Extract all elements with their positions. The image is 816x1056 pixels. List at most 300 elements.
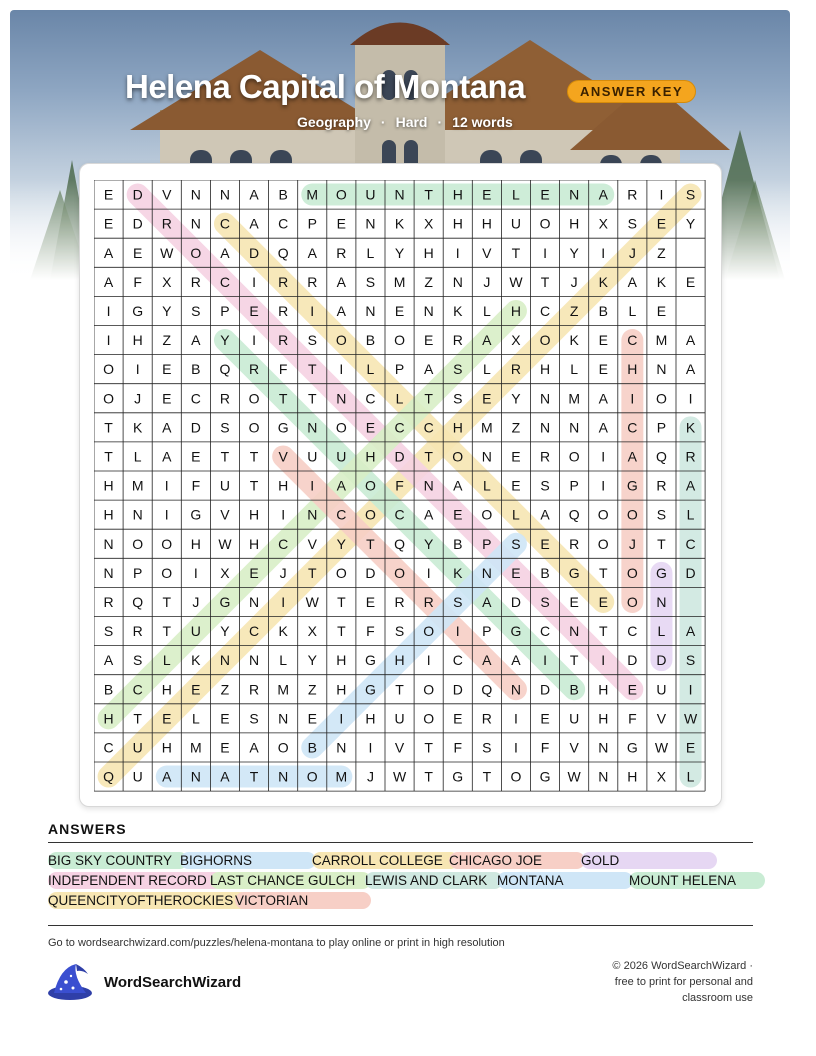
grid-cell-letter[interactable]: L — [512, 186, 520, 203]
grid-cell-letter[interactable]: O — [423, 681, 435, 698]
grid-cell-letter[interactable]: I — [688, 681, 693, 698]
grid-cell-letter[interactable]: A — [627, 448, 638, 465]
grid-cell-letter[interactable]: H — [394, 652, 405, 669]
grid-cell-letter[interactable]: Y — [220, 623, 230, 640]
grid-cell-letter[interactable]: O — [365, 477, 376, 494]
grid-cell-letter[interactable]: Z — [220, 681, 230, 698]
grid-cell-letter[interactable]: N — [656, 593, 667, 610]
grid-cell-letter[interactable]: F — [366, 623, 375, 640]
grid-cell-letter[interactable]: G — [219, 593, 231, 610]
grid-cell-letter[interactable]: H — [423, 244, 434, 261]
grid-cell-letter[interactable]: T — [278, 390, 288, 407]
grid-cell-letter[interactable]: R — [161, 215, 172, 232]
grid-cell-letter[interactable]: E — [453, 506, 463, 523]
grid-cell-letter[interactable]: O — [597, 506, 609, 523]
grid-cell-letter[interactable]: S — [453, 593, 463, 610]
grid-cell-letter[interactable]: N — [423, 477, 434, 494]
grid-cell-letter[interactable]: A — [453, 477, 463, 494]
grid-cell-letter[interactable]: T — [337, 593, 346, 610]
grid-cell-letter[interactable]: A — [482, 332, 492, 349]
grid-cell-letter[interactable]: A — [685, 361, 696, 378]
grid-cell-letter[interactable]: N — [598, 739, 609, 756]
grid-cell-letter[interactable]: O — [626, 564, 638, 581]
grid-cell-letter[interactable]: E — [598, 593, 608, 610]
grid-cell-letter[interactable]: H — [598, 681, 609, 698]
grid-cell-letter[interactable]: I — [339, 710, 344, 727]
grid-cell-letter[interactable]: K — [132, 419, 143, 436]
grid-cell-letter[interactable]: L — [279, 652, 288, 669]
grid-cell-letter[interactable]: R — [656, 477, 667, 494]
grid-cell-letter[interactable]: Y — [423, 535, 434, 552]
grid-cell-letter[interactable]: H — [336, 652, 347, 669]
grid-cell-letter[interactable]: K — [453, 302, 463, 319]
grid-cell-letter[interactable]: R — [248, 361, 260, 378]
grid-cell-letter[interactable]: K — [191, 652, 201, 669]
grid-cell-letter[interactable]: P — [132, 564, 143, 581]
grid-cell-letter[interactable]: A — [336, 477, 347, 494]
grid-cell-letter[interactable]: C — [394, 506, 405, 523]
grid-cell-letter[interactable]: I — [455, 244, 460, 261]
grid-cell-letter[interactable]: C — [627, 419, 638, 436]
grid-cell-letter[interactable]: O — [365, 506, 376, 523]
grid-cell-letter[interactable]: T — [424, 739, 433, 756]
grid-cell-letter[interactable]: D — [132, 215, 143, 232]
grid-cell-letter[interactable]: H — [598, 710, 609, 727]
grid-cell-letter[interactable]: E — [162, 361, 172, 378]
grid-cell-letter[interactable]: W — [392, 768, 407, 785]
grid-cell-letter[interactable]: Z — [569, 302, 579, 319]
grid-cell-letter[interactable]: T — [366, 535, 375, 552]
grid-cell-letter[interactable]: O — [161, 564, 173, 581]
grid-cell-letter[interactable]: J — [279, 564, 287, 581]
grid-cell-letter[interactable]: Y — [336, 535, 347, 552]
grid-cell-letter[interactable]: R — [278, 302, 289, 319]
grid-cell-letter[interactable]: E — [685, 273, 696, 290]
grid-cell-letter[interactable]: H — [336, 681, 347, 698]
grid-cell-letter[interactable]: E — [540, 535, 550, 552]
grid-cell-letter[interactable]: T — [395, 681, 404, 698]
grid-cell-letter[interactable]: C — [190, 390, 201, 407]
grid-cell-letter[interactable]: H — [365, 448, 376, 465]
grid-cell-letter[interactable]: E — [656, 215, 667, 232]
grid-cell-letter[interactable]: N — [394, 186, 405, 203]
grid-cell-letter[interactable]: P — [394, 361, 405, 378]
grid-cell-letter[interactable]: R — [685, 448, 696, 465]
grid-cell-letter[interactable]: W — [654, 739, 669, 756]
grid-cell-letter[interactable]: A — [685, 623, 696, 640]
grid-cell-letter[interactable]: F — [395, 477, 404, 494]
grid-cell-letter[interactable]: E — [162, 710, 172, 727]
grid-cell-letter[interactable]: T — [424, 768, 433, 785]
grid-cell-letter[interactable]: I — [164, 477, 169, 494]
grid-cell-letter[interactable]: U — [307, 448, 318, 465]
grid-cell-letter[interactable]: S — [685, 652, 696, 669]
grid-cell-letter[interactable]: T — [511, 244, 521, 261]
grid-cell-letter[interactable]: T — [424, 186, 433, 203]
grid-cell-letter[interactable]: N — [365, 302, 376, 319]
grid-cell-letter[interactable]: K — [598, 273, 608, 290]
grid-cell-letter[interactable]: E — [598, 332, 608, 349]
grid-cell-letter[interactable]: N — [569, 419, 580, 436]
grid-cell-letter[interactable]: N — [481, 564, 492, 581]
grid-cell-letter[interactable]: S — [453, 361, 463, 378]
grid-cell-letter[interactable]: R — [248, 681, 260, 698]
grid-cell-letter[interactable]: O — [190, 244, 202, 261]
grid-cell-letter[interactable]: X — [162, 273, 172, 290]
grid-cell-letter[interactable]: U — [656, 681, 667, 698]
grid-cell-letter[interactable]: G — [626, 477, 638, 494]
grid-cell-letter[interactable]: T — [657, 535, 666, 552]
grid-cell-letter[interactable]: H — [539, 361, 551, 378]
grid-cell-letter[interactable]: V — [482, 244, 492, 261]
grid-cell-letter[interactable]: E — [365, 593, 376, 610]
grid-cell-letter[interactable]: C — [627, 623, 638, 640]
grid-cell-letter[interactable]: I — [310, 302, 315, 319]
grid-cell-letter[interactable]: D — [685, 564, 696, 581]
grid-cell-letter[interactable]: Q — [568, 506, 580, 523]
grid-cell-letter[interactable]: O — [394, 332, 405, 349]
grid-cell-letter[interactable]: B — [569, 681, 579, 698]
grid-cell-letter[interactable]: O — [335, 332, 347, 349]
grid-cell-letter[interactable]: B — [453, 535, 463, 552]
grid-cell-letter[interactable]: Z — [657, 244, 666, 261]
grid-cell-letter[interactable]: Q — [103, 768, 114, 785]
grid-cell-letter[interactable]: O — [423, 710, 435, 727]
grid-cell-letter[interactable]: X — [220, 564, 230, 581]
grid-cell-letter[interactable]: J — [570, 273, 578, 290]
grid-cell-letter[interactable]: F — [191, 477, 201, 494]
grid-cell-letter[interactable]: N — [103, 564, 114, 581]
grid-cell-letter[interactable]: A — [685, 332, 696, 349]
grid-cell-letter[interactable]: F — [133, 273, 142, 290]
grid-cell-letter[interactable]: G — [626, 739, 638, 756]
grid-cell-letter[interactable]: O — [248, 419, 260, 436]
grid-cell-letter[interactable]: U — [336, 448, 347, 465]
grid-cell-letter[interactable]: G — [365, 652, 376, 669]
grid-cell-letter[interactable]: A — [336, 273, 347, 290]
grid-cell-letter[interactable]: A — [103, 652, 114, 669]
grid-cell-letter[interactable]: H — [161, 739, 172, 756]
grid-cell-letter[interactable]: H — [481, 215, 492, 232]
grid-cell-letter[interactable]: L — [628, 302, 637, 319]
grid-cell-letter[interactable]: F — [628, 710, 637, 727]
grid-cell-letter[interactable]: H — [627, 361, 638, 378]
grid-cell-letter[interactable]: G — [365, 681, 376, 698]
grid-cell-letter[interactable]: R — [190, 273, 201, 290]
grid-cell-letter[interactable]: A — [249, 186, 259, 203]
grid-cell-letter[interactable]: V — [307, 535, 317, 552]
grid-cell-letter[interactable]: I — [659, 186, 664, 203]
grid-cell-letter[interactable]: V — [220, 506, 230, 523]
grid-cell-letter[interactable]: T — [307, 361, 317, 378]
grid-cell-letter[interactable]: E — [598, 361, 608, 378]
grid-cell-letter[interactable]: T — [569, 652, 579, 669]
grid-cell-letter[interactable]: E — [103, 186, 114, 203]
grid-cell-letter[interactable]: I — [106, 332, 111, 349]
grid-cell-letter[interactable]: A — [598, 186, 608, 203]
grid-cell-letter[interactable]: H — [190, 535, 201, 552]
grid-cell-letter[interactable]: E — [162, 390, 172, 407]
grid-cell-letter[interactable]: D — [656, 652, 667, 669]
grid-cell-letter[interactable]: I — [630, 390, 635, 407]
grid-cell-letter[interactable]: M — [655, 332, 668, 349]
grid-cell-letter[interactable]: S — [365, 273, 376, 290]
grid-cell-letter[interactable]: O — [539, 215, 551, 232]
grid-cell-letter[interactable]: I — [455, 623, 460, 640]
grid-cell-letter[interactable]: S — [540, 477, 550, 494]
grid-cell-letter[interactable]: U — [132, 739, 143, 756]
grid-cell-letter[interactable]: J — [366, 768, 374, 785]
grid-cell-letter[interactable]: O — [248, 390, 260, 407]
grid-cell-letter[interactable]: J — [628, 244, 636, 261]
grid-cell-letter[interactable]: R — [278, 273, 289, 290]
grid-cell-letter[interactable]: O — [423, 623, 435, 640]
grid-cell-letter[interactable]: S — [307, 332, 317, 349]
grid-cell-letter[interactable]: D — [394, 448, 405, 465]
grid-cell-letter[interactable]: G — [656, 564, 667, 581]
grid-cell-letter[interactable]: K — [453, 564, 463, 581]
grid-cell-letter[interactable]: Z — [511, 419, 521, 436]
grid-cell-letter[interactable]: V — [278, 448, 288, 465]
grid-cell-letter[interactable]: N — [569, 186, 580, 203]
grid-cell-letter[interactable]: I — [281, 506, 286, 523]
grid-cell-letter[interactable]: M — [131, 477, 144, 494]
grid-cell-letter[interactable]: S — [394, 623, 405, 640]
grid-cell-letter[interactable]: U — [569, 710, 580, 727]
grid-cell-letter[interactable]: Z — [424, 273, 433, 290]
grid-cell-letter[interactable]: U — [365, 186, 376, 203]
grid-cell-letter[interactable]: O — [539, 332, 551, 349]
grid-cell-letter[interactable]: T — [249, 477, 259, 494]
grid-cell-letter[interactable]: U — [510, 215, 522, 232]
grid-cell-letter[interactable]: O — [335, 419, 347, 436]
grid-cell-letter[interactable]: E — [220, 710, 230, 727]
grid-cell-letter[interactable]: X — [511, 332, 521, 349]
grid-cell-letter[interactable]: N — [103, 535, 114, 552]
grid-cell-letter[interactable]: A — [685, 477, 696, 494]
grid-cell-letter[interactable]: L — [657, 623, 666, 640]
footer-url-text[interactable]: Go to wordsearchwizard.com/puzzles/helena-montana to play online or print in high resolution — [48, 937, 505, 949]
grid-cell-letter[interactable]: R — [132, 623, 143, 640]
grid-cell-letter[interactable]: O — [656, 390, 667, 407]
grid-cell-letter[interactable]: S — [249, 710, 259, 727]
grid-cell-letter[interactable]: P — [569, 477, 579, 494]
grid-cell-letter[interactable]: N — [365, 215, 376, 232]
grid-cell-letter[interactable]: A — [162, 768, 172, 785]
grid-cell-letter[interactable]: M — [335, 768, 348, 785]
grid-cell-letter[interactable]: E — [249, 302, 259, 319]
grid-cell-letter[interactable]: E — [191, 681, 201, 698]
grid-cell-letter[interactable]: E — [569, 593, 579, 610]
grid-cell-letter[interactable]: L — [133, 448, 142, 465]
grid-cell-letter[interactable]: O — [277, 739, 289, 756]
grid-cell-letter[interactable]: M — [568, 390, 580, 407]
grid-cell-letter[interactable]: B — [540, 564, 550, 581]
grid-cell-letter[interactable]: I — [135, 361, 140, 378]
grid-cell-letter[interactable]: R — [423, 593, 434, 610]
brand-name[interactable]: WordSearchWizard — [104, 974, 242, 991]
grid-cell-letter[interactable]: N — [510, 681, 522, 698]
grid-cell-letter[interactable]: E — [103, 215, 114, 232]
grid-cell-letter[interactable]: N — [307, 419, 318, 436]
grid-cell-letter[interactable]: F — [540, 739, 550, 756]
grid-cell-letter[interactable]: E — [220, 739, 230, 756]
grid-cell-letter[interactable]: T — [307, 564, 317, 581]
grid-cell-letter[interactable]: V — [394, 739, 405, 756]
grid-cell-letter[interactable]: G — [452, 768, 464, 785]
grid-cell-letter[interactable]: D — [190, 419, 201, 436]
grid-cell-letter[interactable]: A — [103, 244, 114, 261]
grid-cell-letter[interactable]: L — [162, 652, 171, 669]
grid-cell-letter[interactable]: K — [685, 419, 696, 436]
grid-cell-letter[interactable]: L — [366, 361, 375, 378]
grid-cell-letter[interactable]: E — [482, 186, 492, 203]
grid-cell-letter[interactable]: N — [219, 186, 231, 203]
grid-cell-letter[interactable]: I — [514, 739, 518, 756]
grid-cell-letter[interactable]: H — [510, 302, 522, 319]
grid-cell-letter[interactable]: J — [483, 273, 491, 290]
grid-cell-letter[interactable]: O — [103, 361, 114, 378]
grid-cell-letter[interactable]: G — [539, 768, 551, 785]
grid-cell-letter[interactable]: L — [482, 477, 491, 494]
grid-cell-letter[interactable]: N — [307, 506, 318, 523]
grid-cell-letter[interactable]: M — [306, 186, 319, 203]
grid-cell-letter[interactable]: R — [569, 535, 580, 552]
grid-cell-letter[interactable]: D — [510, 593, 522, 610]
grid-cell-letter[interactable]: N — [190, 186, 201, 203]
grid-cell-letter[interactable]: A — [249, 739, 259, 756]
grid-cell-letter[interactable]: P — [482, 535, 492, 552]
grid-cell-letter[interactable]: G — [568, 564, 580, 581]
grid-cell-letter[interactable]: I — [310, 477, 315, 494]
grid-cell-letter[interactable]: S — [482, 739, 492, 756]
grid-cell-letter[interactable]: C — [103, 739, 114, 756]
grid-cell-letter[interactable]: T — [162, 623, 172, 640]
grid-cell-letter[interactable]: B — [103, 681, 114, 698]
grid-cell-letter[interactable]: U — [190, 623, 201, 640]
grid-cell-letter[interactable]: L — [686, 768, 695, 785]
grid-cell-letter[interactable]: D — [452, 681, 463, 698]
grid-cell-letter[interactable]: K — [278, 623, 288, 640]
grid-cell-letter[interactable]: J — [192, 593, 200, 610]
grid-cell-letter[interactable]: T — [162, 593, 172, 610]
grid-cell-letter[interactable]: V — [656, 710, 667, 727]
grid-cell-letter[interactable]: W — [160, 244, 174, 261]
grid-cell-letter[interactable]: O — [510, 768, 522, 785]
grid-cell-letter[interactable]: C — [627, 332, 638, 349]
grid-cell-letter[interactable]: I — [601, 448, 606, 465]
grid-cell-letter[interactable]: C — [539, 623, 551, 640]
grid-cell-letter[interactable]: S — [191, 302, 201, 319]
grid-cell-letter[interactable]: W — [567, 768, 581, 785]
grid-cell-letter[interactable]: L — [570, 361, 579, 378]
grid-cell-letter[interactable]: N — [278, 768, 289, 785]
grid-cell-letter[interactable]: N — [190, 768, 201, 785]
grid-cell-letter[interactable]: I — [252, 332, 256, 349]
grid-cell-letter[interactable]: B — [598, 302, 608, 319]
grid-cell-letter[interactable]: H — [452, 419, 463, 436]
grid-cell-letter[interactable]: C — [394, 419, 405, 436]
grid-cell-letter[interactable]: T — [307, 390, 317, 407]
grid-cell-letter[interactable]: Q — [656, 448, 667, 465]
grid-cell-letter[interactable]: J — [628, 535, 636, 552]
grid-cell-letter[interactable]: B — [307, 739, 317, 756]
grid-cell-letter[interactable]: L — [686, 506, 695, 523]
grid-cell-letter[interactable]: H — [103, 477, 114, 494]
grid-cell-letter[interactable]: W — [683, 710, 698, 727]
grid-cell-letter[interactable]: C — [336, 506, 347, 523]
grid-cell-letter[interactable]: C — [219, 215, 231, 232]
grid-cell-letter[interactable]: W — [305, 593, 319, 610]
grid-cell-letter[interactable]: I — [281, 593, 286, 610]
grid-cell-letter[interactable]: G — [277, 419, 289, 436]
grid-cell-letter[interactable]: A — [249, 215, 259, 232]
grid-cell-letter[interactable]: O — [132, 535, 144, 552]
grid-cell-letter[interactable]: H — [452, 186, 463, 203]
grid-cell-letter[interactable]: Y — [569, 244, 579, 261]
grid-cell-letter[interactable]: C — [365, 390, 376, 407]
grid-cell-letter[interactable]: Q — [394, 535, 405, 552]
grid-cell-letter[interactable]: I — [601, 477, 606, 494]
grid-cell-letter[interactable]: S — [540, 593, 550, 610]
grid-cell-letter[interactable]: E — [132, 244, 143, 261]
grid-cell-letter[interactable]: Q — [277, 244, 289, 261]
grid-cell-letter[interactable]: Y — [220, 332, 230, 349]
grid-cell-letter[interactable]: I — [514, 710, 518, 727]
grid-cell-letter[interactable]: B — [191, 361, 201, 378]
grid-cell-letter[interactable]: E — [627, 681, 638, 698]
grid-cell-letter[interactable]: O — [452, 448, 464, 465]
grid-cell-letter[interactable]: L — [395, 390, 404, 407]
grid-cell-letter[interactable]: E — [540, 710, 550, 727]
grid-cell-letter[interactable]: B — [365, 332, 376, 349]
grid-cell-letter[interactable]: E — [307, 710, 317, 727]
grid-cell-letter[interactable]: R — [627, 186, 638, 203]
grid-cell-letter[interactable]: S — [511, 535, 521, 552]
grid-cell-letter[interactable]: N — [132, 506, 143, 523]
grid-cell-letter[interactable]: L — [191, 710, 200, 727]
grid-cell-letter[interactable]: H — [278, 477, 289, 494]
grid-cell-letter[interactable]: N — [336, 739, 347, 756]
grid-cell-letter[interactable]: L — [366, 244, 375, 261]
grid-cell-letter[interactable]: A — [423, 361, 434, 378]
grid-cell-letter[interactable]: S — [220, 419, 230, 436]
grid-cell-letter[interactable]: R — [219, 390, 231, 407]
grid-cell-letter[interactable]: A — [598, 390, 608, 407]
grid-cell-letter[interactable]: T — [424, 448, 433, 465]
grid-cell-letter[interactable]: H — [569, 215, 580, 232]
grid-cell-letter[interactable]: T — [104, 448, 113, 465]
grid-cell-letter[interactable]: V — [569, 739, 579, 756]
grid-cell-letter[interactable]: S — [627, 215, 638, 232]
grid-cell-letter[interactable]: N — [278, 710, 289, 727]
grid-cell-letter[interactable]: G — [510, 623, 522, 640]
grid-cell-letter[interactable]: I — [106, 302, 111, 319]
grid-cell-letter[interactable]: N — [190, 215, 201, 232]
grid-cell-letter[interactable]: E — [511, 564, 521, 581]
grid-cell-letter[interactable]: R — [307, 273, 318, 290]
grid-cell-letter[interactable]: T — [249, 448, 259, 465]
grid-cell-letter[interactable]: D — [365, 564, 376, 581]
grid-cell-letter[interactable]: Q — [132, 593, 144, 610]
word-search-grid[interactable] — [94, 180, 706, 792]
grid-cell-letter[interactable]: G — [190, 506, 202, 523]
grid-cell-letter[interactable]: A — [336, 302, 347, 319]
grid-cell-letter[interactable]: L — [512, 506, 520, 523]
grid-cell-letter[interactable]: T — [598, 564, 608, 581]
grid-cell-letter[interactable]: T — [424, 390, 433, 407]
grid-cell-letter[interactable]: W — [218, 535, 232, 552]
